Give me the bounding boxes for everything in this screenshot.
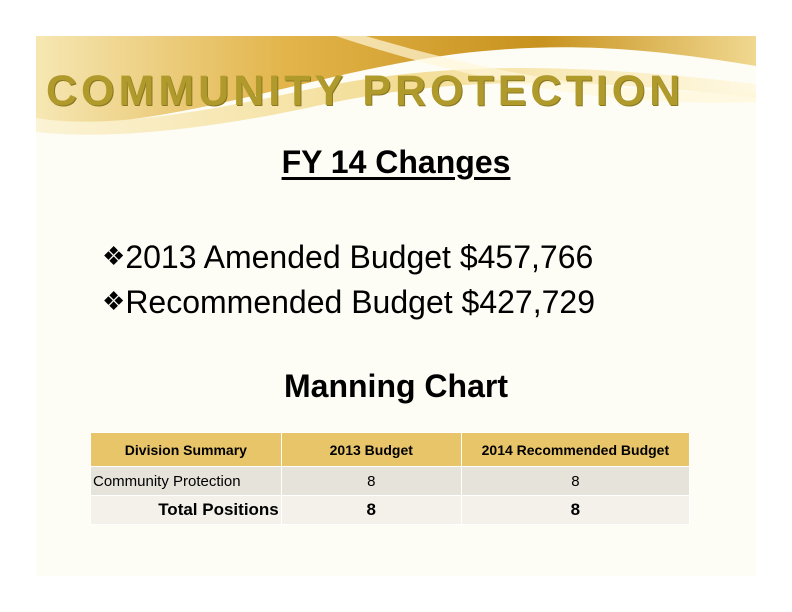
- diamond-bullet-icon: ❖: [102, 286, 126, 316]
- bullet-item: [102, 234, 742, 279]
- table-total-row: [91, 496, 690, 525]
- diamond-bullet-icon: ❖: [102, 241, 126, 271]
- total-2014: 8: [461, 496, 689, 525]
- table-cell-2013: 8: [281, 467, 461, 496]
- manning-table: [90, 432, 690, 525]
- subtitle-text: FY 14 Changes: [281, 144, 511, 180]
- slide: [36, 36, 756, 576]
- bullet-text: 2013 Amended Budget $457,766: [125, 239, 594, 275]
- table-cell-2014: 8: [461, 467, 689, 496]
- table-cell-division: Community Protection: [91, 467, 282, 496]
- table-header-row: [91, 433, 690, 467]
- column-header-division: Division Summary: [91, 433, 282, 467]
- column-header-2014-recommended: 2014 Recommended Budget: [461, 433, 689, 467]
- slide-title: COMMUNITY PROTECTION: [46, 67, 685, 115]
- budget-bullet-list: [102, 234, 742, 324]
- bullet-item: [102, 279, 742, 324]
- bullet-text: Recommended Budget $427,729: [125, 284, 595, 320]
- subtitle: [36, 142, 756, 182]
- column-header-2013-budget: 2013 Budget: [281, 433, 461, 467]
- table-row: [91, 467, 690, 496]
- total-label: Total Positions: [91, 496, 282, 525]
- total-2013: 8: [281, 496, 461, 525]
- manning-chart-title: Manning Chart: [284, 368, 508, 404]
